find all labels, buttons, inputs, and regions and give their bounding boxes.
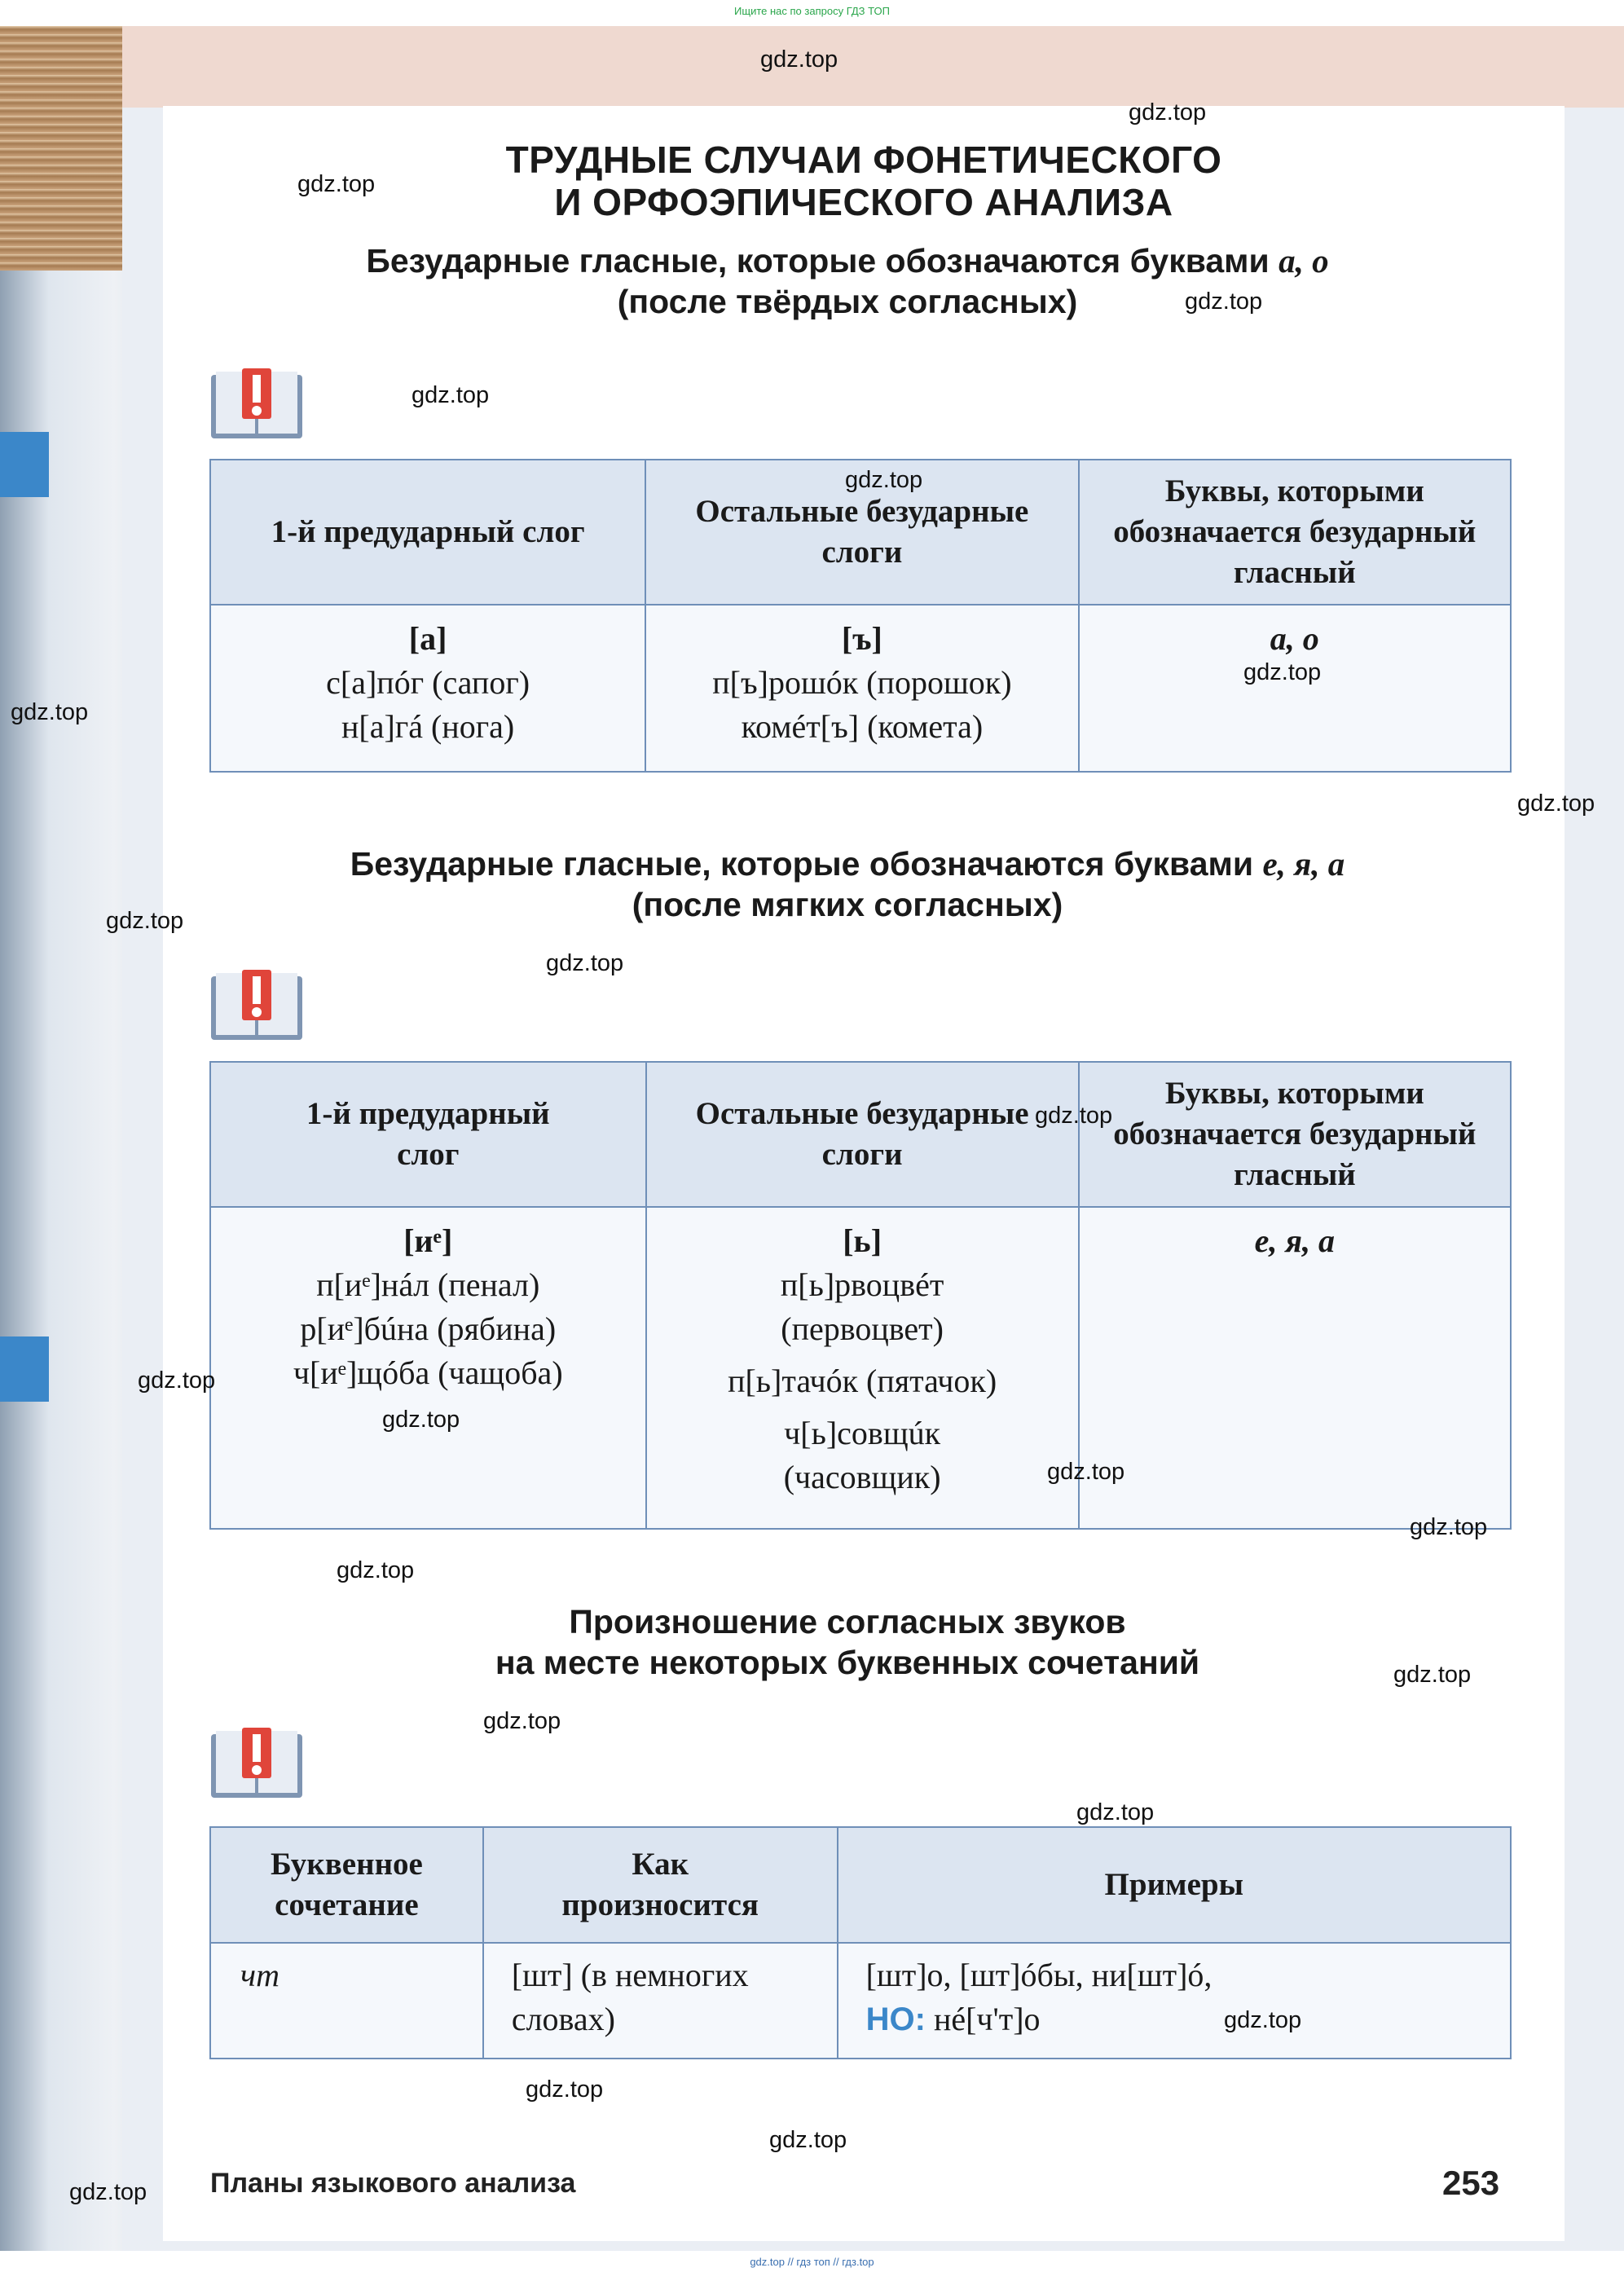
title-line-2: И ОРФОЭПИЧЕСКОГО АНАЛИЗА (554, 181, 1173, 223)
table2-example: (первоцвет) (781, 1310, 944, 1347)
book-pages-edge (0, 26, 122, 271)
section2-heading-text: Безударные гласные, которые обозначаются буквами (350, 845, 1263, 883)
table1-example: с[а]пóг (сапог) (326, 664, 530, 701)
table3-nota-label: НО: (865, 2001, 926, 2037)
watermark: gdz.top (526, 2076, 604, 2103)
watermark: gdz.top (1517, 790, 1595, 817)
top-banner-text: Ищите нас по запросу ГДЗ ТОП (734, 5, 890, 17)
table-soft-vowels (209, 1061, 1512, 1530)
table2-example: р[иᵉ]бúна (рябина) (300, 1310, 557, 1347)
section2-heading-line2: (после мягких согласных) (632, 886, 1063, 923)
watermark: gdz.top (845, 467, 923, 493)
section3-heading-line1: Произношение согласных звуков (569, 1603, 1126, 1640)
table3-cell-examples (838, 1943, 1511, 2059)
exclamation-book-icon (208, 367, 306, 444)
table2-sound-soft: [ь] (843, 1222, 882, 1259)
page-number: 253 (1442, 2164, 1500, 2202)
table1-sound-er: [ъ] (841, 620, 882, 657)
table2-example: ч[иᵉ]щóба (чащоба) (293, 1354, 563, 1391)
table2-header-col3: Буквы, которыми обозначается безударный гласный (1079, 1062, 1511, 1207)
watermark: gdz.top (337, 1557, 415, 1583)
section2-heading-letters: е, я, а (1262, 845, 1345, 883)
table2-example: п[ь]тачóк (пятачок) (728, 1363, 997, 1399)
exclamation-book-icon (208, 968, 306, 1046)
table1-letters: а, о (1270, 620, 1319, 657)
table2-example: (часовщик) (783, 1459, 941, 1495)
table1-header-col3: Буквы, которыми обозначается безударный гласный (1079, 460, 1511, 605)
table1-sound-a: [а] (408, 620, 447, 657)
watermark: gdz.top (1185, 288, 1263, 315)
table2-cell-col1 (210, 1207, 646, 1529)
section2-heading (236, 843, 1459, 925)
watermark: gdz.top (138, 1367, 216, 1394)
table2-example: п[иᵉ]нáл (пенал) (316, 1266, 540, 1303)
table2-example: ч[ь]совщúк (784, 1415, 941, 1451)
table2-sound-i: [иᵉ] (403, 1222, 453, 1259)
watermark: gdz.top (769, 2127, 847, 2153)
table-consonant-combos (209, 1826, 1512, 2059)
table1-cell-col2 (645, 605, 1078, 772)
table2-example: п[ь]рвоцвéт (780, 1266, 944, 1303)
table-hard-vowels (209, 459, 1512, 773)
watermark: gdz.top (412, 382, 490, 408)
bottom-banner-text: gdz.top // гдз топ // гдз.top (750, 2256, 874, 2268)
table1-cell-col3 (1079, 605, 1511, 772)
table1-example: н[а]гá (нога) (341, 708, 515, 745)
watermark: gdz.top (382, 1407, 460, 1433)
table3-header-col3: Примеры (838, 1827, 1511, 1943)
side-tab-1 (0, 432, 49, 497)
table2-header-col1: 1-й предударный слог (210, 1062, 646, 1207)
watermark: gdz.top (1076, 1799, 1155, 1825)
watermark: gdz.top (11, 699, 89, 725)
table3-combo: чт (240, 1957, 279, 1993)
table2-cell-col3 (1079, 1207, 1511, 1529)
watermark: gdz.top (1047, 1459, 1125, 1485)
section1-heading-text: Безударные гласные, которые обозначаются буквами (366, 242, 1279, 280)
table1-example: п[ъ]рошóк (порошок) (712, 664, 1012, 701)
table3-header-col1: Буквенное сочетание (210, 1827, 483, 1943)
table1-header-col2: Остальные безударные слоги (645, 460, 1078, 605)
watermark: gdz.top (1129, 99, 1207, 125)
table2-header-col2: Остальные безударные слоги (646, 1062, 1079, 1207)
page-title (326, 139, 1402, 223)
table3-examples-line1: [шт]о, [шт]óбы, ни[шт]ó, (865, 1957, 1212, 1993)
watermark: gdz.top (1035, 1103, 1113, 1129)
table3-pronounce: [шт] (в немногих словах) (511, 1957, 749, 2037)
table2-cell-col2 (646, 1207, 1079, 1529)
table3-cell-pronounce (483, 1943, 838, 2059)
watermark: gdz.top (297, 171, 376, 197)
watermark: gdz.top (483, 1708, 561, 1734)
title-line-1: ТРУДНЫЕ СЛУЧАИ ФОНЕТИЧЕСКОГО (505, 139, 1222, 181)
watermark: gdz.top (1224, 2007, 1302, 2033)
exclamation-book-icon (208, 1726, 306, 1803)
watermark: gdz.top (1410, 1514, 1488, 1540)
watermark: gdz.top (760, 46, 838, 73)
watermark: gdz.top (1393, 1662, 1472, 1688)
page-top-strip (122, 26, 1624, 108)
table3-header-col2: Как произносится (483, 1827, 838, 1943)
section1-heading-letters: а, о (1279, 242, 1329, 280)
section3-heading (236, 1601, 1459, 1683)
table1-example: комéт[ъ] (комета) (741, 708, 984, 745)
side-tab-2 (0, 1336, 49, 1402)
footer-section-title: Планы языкового анализа (210, 2168, 576, 2199)
section3-heading-line2: на месте некоторых буквенных сочетаний (495, 1644, 1200, 1681)
table3-cell-combo (210, 1943, 483, 2059)
table2-letters: е, я, а (1254, 1222, 1336, 1259)
watermark: gdz.top (1243, 659, 1322, 685)
section1-heading-line2: (после твёрдых согласных) (617, 283, 1078, 320)
watermark: gdz.top (106, 908, 184, 934)
table1-cell-col1 (210, 605, 645, 772)
watermark: gdz.top (69, 2179, 147, 2205)
table3-examples-line2: нé[ч'т]о (933, 2001, 1041, 2037)
watermark: gdz.top (546, 950, 624, 976)
section1-heading (236, 240, 1459, 322)
table1-header-col1: 1-й предударный слог (210, 460, 645, 605)
